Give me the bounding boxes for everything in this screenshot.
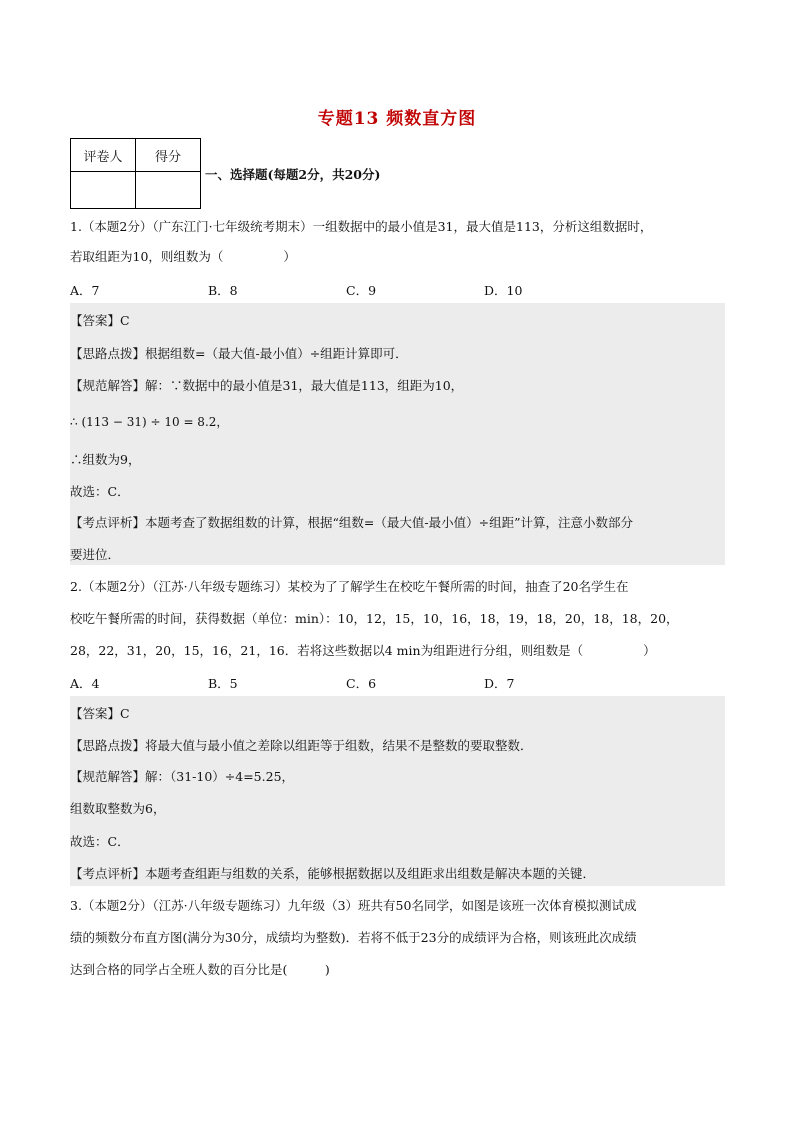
q1-answer: 【答案】C (70, 313, 130, 328)
q2-stem-line2: 校吃午餐所需的时间，获得数据（单位：min）：10，12，15，10，16，18，19，18，20，18，18，20， (70, 611, 679, 626)
section-heading: 一、选择题(每题2分，共20分) (205, 167, 381, 182)
reviewer-header: 评卷人 (71, 139, 136, 172)
q2-solution-line2: 组数取整数为6， (70, 801, 166, 816)
q1-choice: 故选：C． (70, 484, 130, 499)
q1-option-d: D．10 (484, 283, 523, 298)
q2-option-a: A．4 (70, 676, 100, 691)
page-title: 专题13 频数直方图 (317, 109, 477, 129)
q1-solution-line3: ∴组数为9， (70, 452, 141, 467)
score-cell (136, 172, 201, 209)
q3-stem-line3: 达到合格的同学占全班人数的百分比是( ) (70, 962, 330, 977)
q2-stem-text: 28，22，31，20，15，16，21，16．若将这些数据以4 min为组距进行分组，则组数是（ (70, 643, 584, 658)
q2-choice: 故选：C． (70, 834, 130, 849)
q2-options (70, 674, 725, 692)
q2-option-d: D．7 (484, 676, 515, 691)
score-table (70, 138, 201, 209)
q1-option-c: C．9 (346, 283, 377, 298)
q2-stem-line1: 2.（本题2分）（江苏·八年级专题练习）某校为了了解学生在校吃午餐所需的时间，抽查了20名学生在 (70, 579, 629, 594)
q3-stem-line1: 3.（本题2分）（江苏·八年级专题练习）九年级（3）班共有50名同学，如图是该班一次体育模拟测试成 (70, 898, 637, 913)
q1-stem-paren: ） (283, 249, 296, 264)
q2-solution-line1: 【规范解答】解：（31-10）÷4=5.25， (70, 769, 295, 784)
q2-option-c: C．6 (346, 676, 377, 691)
q2-option-b: B．5 (208, 676, 238, 691)
q2-hint: 【思路点拨】将最大值与最小值之差除以组距等于组数，结果不是整数的要取整数． (70, 738, 533, 753)
q3-stem-line2: 绩的频数分布直方图(满分为30分，成绩均为整数)．若将不低于23分的成绩评为合格，则该班此次成绩 (70, 930, 637, 945)
q1-stem-line2 (70, 247, 725, 265)
q1-hint: 【思路点拨】根据组数=（最大值-最小值）÷组距计算即可． (70, 346, 408, 361)
q1-options (70, 281, 725, 299)
score-header: 得分 (136, 139, 201, 172)
q2-analysis-line1: 【考点评析】本题考查组距与组数的关系，能够根据数据以及组距求出组数是解决本题的关键． (70, 866, 596, 881)
q2-stem-paren: ） (643, 643, 656, 658)
q1-option-b: B．8 (208, 283, 238, 298)
reviewer-cell (71, 172, 136, 209)
q1-solution-line1: 【规范解答】解：∵数据中的最小值是31，最大值是113，组距为10， (70, 378, 464, 393)
q1-stem-line1: 1.（本题2分）（广东江门·七年级统考期末）一组数据中的最小值是31，最大值是113，分析这组数据时， (70, 219, 653, 234)
q1-option-a: A．7 (70, 283, 100, 298)
q2-answer: 【答案】C (70, 706, 130, 721)
q1-analysis-line1: 【考点评析】本题考查了数据组数的计算，根据“组数=（最大值-最小值）÷组距”计算，注意小数部分 (70, 515, 633, 530)
q2-stem-line3 (70, 641, 725, 659)
q1-analysis-line2: 要进位． (70, 547, 121, 562)
q1-stem-text: 若取组距为10，则组数为（ (70, 249, 224, 264)
q1-solution-line2: ∴ (113 − 31) ÷ 10 = 8.2， (70, 415, 229, 429)
